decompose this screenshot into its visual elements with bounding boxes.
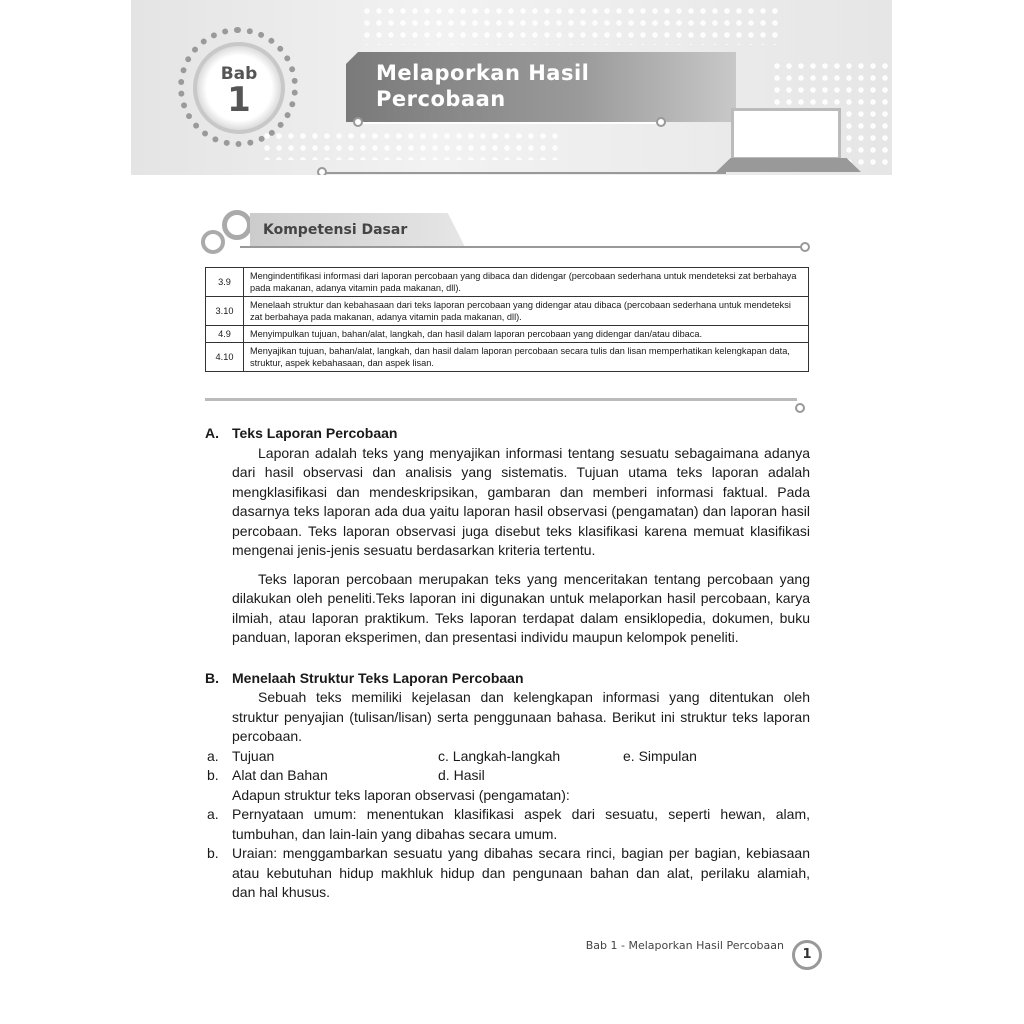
text-line: atau kebutuhan hidup makhluk hidup dan pengunaan bahan dan alat, perilaku alamiah, [232,864,810,881]
kd-text: Menyajikan tujuan, bahan/alat, langkah, dan hasil dalam laporan percobaan secara tulis dan lisan memperhatikan kelengkapan data, struktur, aspek kebahasaan, dan aspek lisan. [244,343,809,372]
section-b-heading [205,669,810,689]
list-marker: d. [438,767,450,783]
list-item: Simpulan [638,747,697,764]
section-title: Menelaah Struktur Teks Laporan Percobaan [232,669,524,686]
table-row [206,326,809,343]
list-marker: c. [438,747,449,764]
text-line: dan hal khusus. [232,884,331,900]
gear-icon [201,230,225,254]
text-line: tumbuhan, dan lain-lain yang dibahas secara umum. [232,825,558,842]
kd-code: 4.9 [206,326,244,343]
text-line: dilakukan oleh peneliti.Teks laporan ini digunakan untuk melaporkan hasil percobaan, karya [232,590,810,606]
table-row [206,268,809,297]
decor-dots [361,5,781,45]
section-title: Teks Laporan Percobaan [232,425,398,441]
list-item: Hasil [453,767,485,783]
list-marker: b. [207,767,219,783]
paragraph: Adapun struktur teks laporan observasi (pengamatan): [232,786,570,803]
kd-code: 3.10 [206,297,244,326]
kd-text: Menelaah struktur dan kebahasaan dari teks laporan percobaan yang didengar atau dibaca (percobaan sederhana untuk mendeteksi zat berbahaya pada makanan, adanya vitamin pada makanan, dll). [244,297,809,326]
bab-label: Bab [220,64,258,84]
kd-code: 4.10 [206,343,244,372]
text-line: Laporan adalah teks yang menyajikan informasi tentang sesuatu sebagaimana adanya [258,444,810,461]
structure-list [205,747,810,767]
chapter-title [376,60,589,112]
list-marker: b. [207,845,219,861]
text-line: struktur penyajian (tulisan/lisan) serta penggunaan bahasa. Berikut ini struktur teks laporan [232,708,810,725]
text-line: dari hasil observasi dan analisis yang sistematis. Tujuan utama teks laporan adalah [232,464,810,480]
kd-text: Mengindentifikasi informasi dari laporan percobaan yang dibaca dan didengar (percobaan sederhana untuk mendeteksi zat berbahaya pada makanan, adanya vitamin pada makanan, dll). [244,268,809,297]
node-icon [353,117,363,127]
list-marker: e. [623,747,635,764]
node-icon [656,117,666,127]
paragraph [205,444,810,561]
title-line: Melaporkan Hasil [376,61,590,85]
kd-title: Kompetensi Dasar [263,222,408,238]
table-row [206,343,809,372]
node-icon [800,242,810,252]
running-title: Bab 1 - Melaporkan Hasil Percobaan [585,939,784,952]
gear-icon [222,210,252,240]
list-item-text [232,844,810,903]
list-item: Alat dan Bahan [232,767,328,783]
text-line: mengklasifikasi dan mendeskripsikan, gambaran dan memberi informasi faktual. Pada [232,483,810,500]
node-icon [795,403,805,413]
node-icon [317,167,327,175]
list-marker: a. [207,806,219,822]
chapter-badge [193,42,285,134]
text-line: panduan, laporan eksperimen, dan presentasi individu maupun kelompok peneliti. [232,629,739,645]
laptop-icon [731,108,841,160]
text-line: Sebuah teks memiliki kejelasan dan kelengkapan informasi yang ditentukan oleh [258,689,810,705]
page-number: 1 [792,940,822,970]
title-line: Percobaan [376,87,506,111]
decor-dots [261,130,561,160]
kd-text: Menyimpulkan tujuan, bahan/alat, langkah, dan hasil dalam laporan percobaan yang didengar dan/atau dibaca. [244,326,809,343]
text-line: Teks laporan percobaan merupakan teks yang menceritakan tentang percobaan yang [258,570,810,587]
list-item: Langkah-langkah [452,747,561,764]
text-line: percobaan. [232,728,303,744]
kd-table [205,267,809,372]
body-text [205,424,810,903]
divider [326,172,726,174]
section-marker: B. [205,669,219,686]
divider [205,398,797,401]
list-item [205,844,810,903]
list-item: Tujuan [232,747,275,764]
list-item-text [232,805,810,844]
section-a-heading [205,424,810,444]
list-item [205,805,810,844]
text-line: percobaan. Teks laporan observasi juga disebut teks klasifikasi karena memuat klasifikasi [232,522,810,539]
structure-list [205,766,810,786]
paragraph [205,570,810,648]
section-marker: A. [205,425,219,441]
table-row [206,297,809,326]
divider [361,122,661,124]
text-line: dasarnya teks laporan ada dua yaitu laporan hasil observasi (pengamatan) dan laporan hasil [232,503,810,519]
laptop-keyboard-icon [716,158,861,172]
chapter-banner [131,0,892,175]
text-line: ilmiah, atau laporan praktikum. Teks laporan terdapat dalam ensiklopedia, dokumen, buku [232,609,810,626]
observation-structure-list [205,805,810,903]
text-line: mengenai jenis-jenis sesuatu berdasarkan kriteria tertentu. [232,542,596,558]
chapter-number: 1 [227,80,251,120]
text-line: Uraian: menggambarkan sesuatu yang dibahas secara rinci, bagian per bagian, kebiasaan [232,845,810,861]
kd-code: 3.9 [206,268,244,297]
paragraph [205,688,810,747]
list-marker: a. [207,747,219,764]
text-line: Pernyataan umum: menentukan klasifikasi aspek dari sesuatu, seperti hewan, alam, [232,806,810,822]
divider [240,246,802,248]
